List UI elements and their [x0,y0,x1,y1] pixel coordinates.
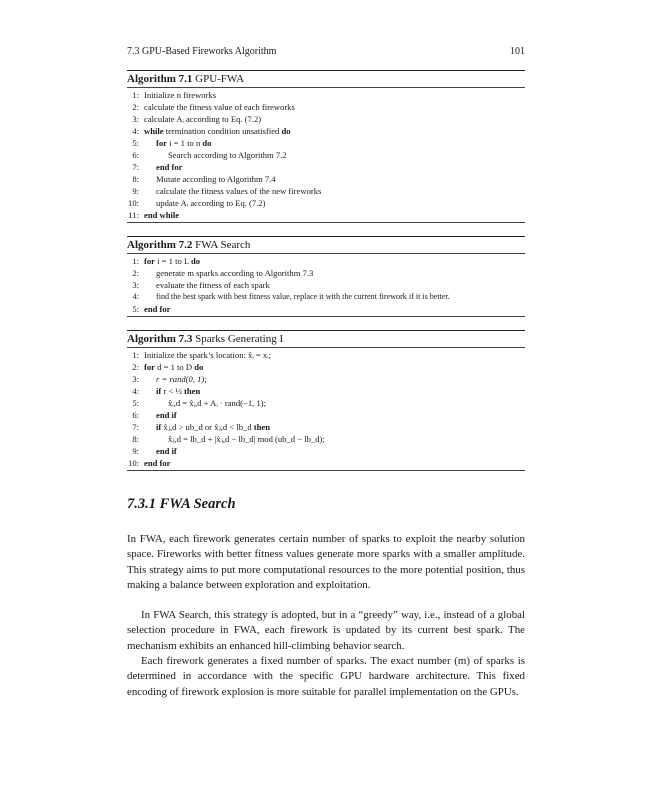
paragraph: In FWA, each firework generates certain number of sparks to exploit the nearby solution space. Fireworks with better fitness values generate more sparks with a smaller amplitude. This strategy aims to put more computational resources to the more potential position, thus making a balance between exploration and exploitation. [127,533,525,591]
algorithm-line: 1: for i = 1 to L do [132,256,201,266]
algorithm-bottom-rule [127,470,525,471]
algorithm-line: 3: calculate Aᵢ according to Eq. (7.2) [132,114,262,124]
algorithm-name: FWA Search [195,239,251,251]
running-head: 7.3 GPU-Based Fireworks Algorithm [127,46,277,57]
algorithm-label: Algorithm 7.3 [127,333,193,345]
algorithm-line: 4: find the best spark with best fitness value, replace it with the current firework if it is better. [132,292,450,301]
algorithm-block-7-3 [127,330,525,471]
algorithm-block-7-2 [127,236,525,317]
algorithm-block-7-1 [127,70,525,223]
algorithm-line: 2: generate m sparks according to Algorithm 7.3 [132,268,314,278]
algorithm-line: 3: r = rand(0, 1); [132,374,208,384]
algorithm-line: 6: end if [132,410,177,420]
algorithm-line: 5: end for [132,304,171,314]
page-number: 101 [510,46,525,57]
algorithm-bottom-rule [127,316,525,317]
algorithm-line: 9: end if [132,446,177,456]
algorithm-bottom-rule [127,222,525,223]
algorithm-name: GPU-FWA [195,73,245,85]
algorithm-line: 3: evaluate the fitness of each spark [132,280,270,290]
algorithm-line: 8: x̂ⱼ,d = lb_d + |x̂ⱼ,d − lb_d| mod (ub_d − lb_d); [132,434,325,444]
paragraph: In FWA Search, this strategy is adopted, but in a “greedy” way, i.e., instead of a global selection procedure in FWA, each firework is updated by its current best spark. The mechanism exhibits an enhanced hill-climbing behavior search. [127,609,525,652]
algorithm-title [127,331,525,347]
algorithm-line: 5: for i = 1 to n do [132,138,212,148]
algorithm-line: 10: end for [128,458,171,468]
algorithm-title [127,71,525,87]
algorithm-line: 11: end while [128,210,180,220]
algorithm-label: Algorithm 7.2 [127,239,193,251]
algorithm-line: 1: Initialize the spark’s location: x̂ᵢ = xᵢ; [132,350,271,360]
section-title: 7.3.1 FWA Search [127,496,236,512]
algorithm-line: 6: Search according to Algorithm 7.2 [132,150,287,160]
algorithm-name: Sparks Generating I [195,333,284,345]
algorithm-title [127,237,525,253]
algorithm-line: 7: if x̂ⱼ,d > ub_d or x̂ⱼ,d < lb_d then [132,422,271,432]
algorithm-line: 9: calculate the fitness values of the new fireworks [132,186,322,196]
page-header [127,46,525,60]
algorithm-line: 4: if r < ½ then [132,386,201,396]
algorithm-line: 7: end for [132,162,183,172]
algorithm-line: 8: Mutate according to Algorithm 7.4 [132,174,276,184]
algorithm-line: 10: update Aᵢ according to Eq. (7.2) [128,198,266,208]
algorithm-line: 2: calculate the fitness value of each fireworks [132,102,295,112]
algorithm-line: 1: Initialize n fireworks [132,90,217,100]
paragraph: Each firework generates a fixed number of sparks. The exact number (m) of sparks is determined in accordance with the specific GPU hardware architecture. This fixed encoding of firework explosion is more suitable for parallel implementation on the GPUs. [127,655,525,698]
algorithm-line: 5: x̂ᵢ,d = x̂ᵢ,d + Aᵢ · rand(−1, 1); [132,398,266,408]
algorithm-line: 2: for d = 1 to D do [132,362,204,372]
algorithm-line: 4: while termination condition unsatisfied do [132,126,291,136]
algorithm-label: Algorithm 7.1 [127,73,193,85]
